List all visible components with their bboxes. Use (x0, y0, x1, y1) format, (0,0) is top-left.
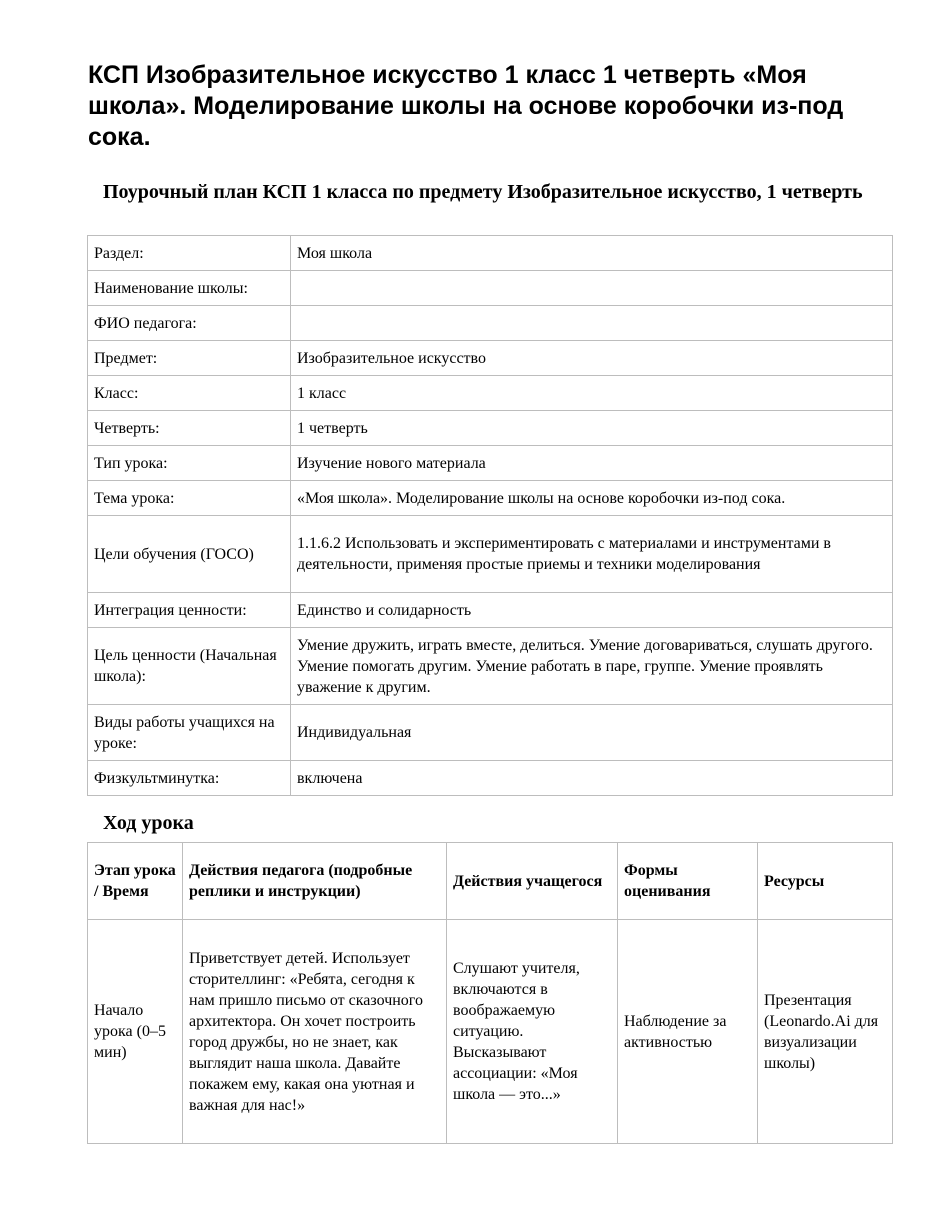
plan-heading: Поурочный план КСП 1 класса по предмету Изобразительное искусство, 1 четверть (103, 181, 863, 203)
info-label: Виды работы учащихся на уроке: (88, 705, 291, 761)
table-row (88, 341, 893, 376)
table-row (88, 446, 893, 481)
table-row (88, 628, 893, 705)
column-header-student: Действия учащегося (447, 843, 618, 920)
info-value: Изобразительное искусство (291, 341, 893, 376)
lesson-course-table (87, 842, 893, 1144)
assessment-cell: Наблюдение за активностью (618, 920, 758, 1144)
table-row (88, 481, 893, 516)
info-label: ФИО педагога: (88, 306, 291, 341)
info-label: Раздел: (88, 236, 291, 271)
stage-cell: Начало урока (0–5 мин) (88, 920, 183, 1144)
column-header-resources: Ресурсы (758, 843, 893, 920)
table-row (88, 376, 893, 411)
table-row (88, 593, 893, 628)
student-actions-cell: Слушают учителя, включаются в воображаемую ситуацию. Высказывают ассоциации: «Моя школа — это...» (447, 920, 618, 1144)
info-label: Четверть: (88, 411, 291, 446)
table-row (88, 271, 893, 306)
course-heading: Ход урока (103, 812, 194, 834)
info-label: Класс: (88, 376, 291, 411)
info-value: «Моя школа». Моделирование школы на основе коробочки из-под сока. (291, 481, 893, 516)
info-value (291, 306, 893, 341)
info-value: Единство и солидарность (291, 593, 893, 628)
info-label: Цель ценности (Начальная школа): (88, 628, 291, 705)
table-header-row (88, 843, 893, 920)
teacher-actions-cell: Приветствует детей. Использует сторителлинг: «Ребята, сегодня к нам пришло письмо от сказочного архитектора. Он хочет построить город дружбы, но не знает, как выглядит наша школа. Давайте покажем ему, какая она уютная и важная для нас!» (183, 920, 447, 1144)
info-value: включена (291, 761, 893, 796)
document-title: КСП Изобразительное искусство 1 класс 1 четверть «Моя школа». Моделирование школы на основе коробочки из-под сока. (88, 61, 844, 151)
resources-cell: Презентация (Leonardo.Ai для визуализации школы) (758, 920, 893, 1144)
info-value: 1.1.6.2 Использовать и экспериментировать с материалами и инструментами в деятельности, применяя простые приемы и техники моделирования (291, 516, 893, 593)
table-row (88, 411, 893, 446)
info-value: 1 четверть (291, 411, 893, 446)
info-value: Индивидуальная (291, 705, 893, 761)
info-label: Предмет: (88, 341, 291, 376)
column-header-stage: Этап урока / Время (88, 843, 183, 920)
lesson-info-table (87, 235, 893, 796)
info-label: Тема урока: (88, 481, 291, 516)
table-row (88, 920, 893, 1144)
info-label: Цели обучения (ГОСО) (88, 516, 291, 593)
info-value (291, 271, 893, 306)
table-row (88, 761, 893, 796)
info-label: Интеграция ценности: (88, 593, 291, 628)
table-row (88, 516, 893, 593)
table-row (88, 306, 893, 341)
table-row (88, 705, 893, 761)
table-row (88, 236, 893, 271)
column-header-assessment: Формы оценивания (618, 843, 758, 920)
info-label: Тип урока: (88, 446, 291, 481)
info-value: 1 класс (291, 376, 893, 411)
info-label: Наименование школы: (88, 271, 291, 306)
column-header-teacher: Действия педагога (подробные реплики и инструкции) (183, 843, 447, 920)
info-label: Физкультминутка: (88, 761, 291, 796)
info-value: Изучение нового материала (291, 446, 893, 481)
info-value: Моя школа (291, 236, 893, 271)
info-value: Умение дружить, играть вместе, делиться. Умение договариваться, слушать другого. Умение помогать другим. Умение работать в паре, группе. Умение проявлять уважение к другим. (291, 628, 893, 705)
